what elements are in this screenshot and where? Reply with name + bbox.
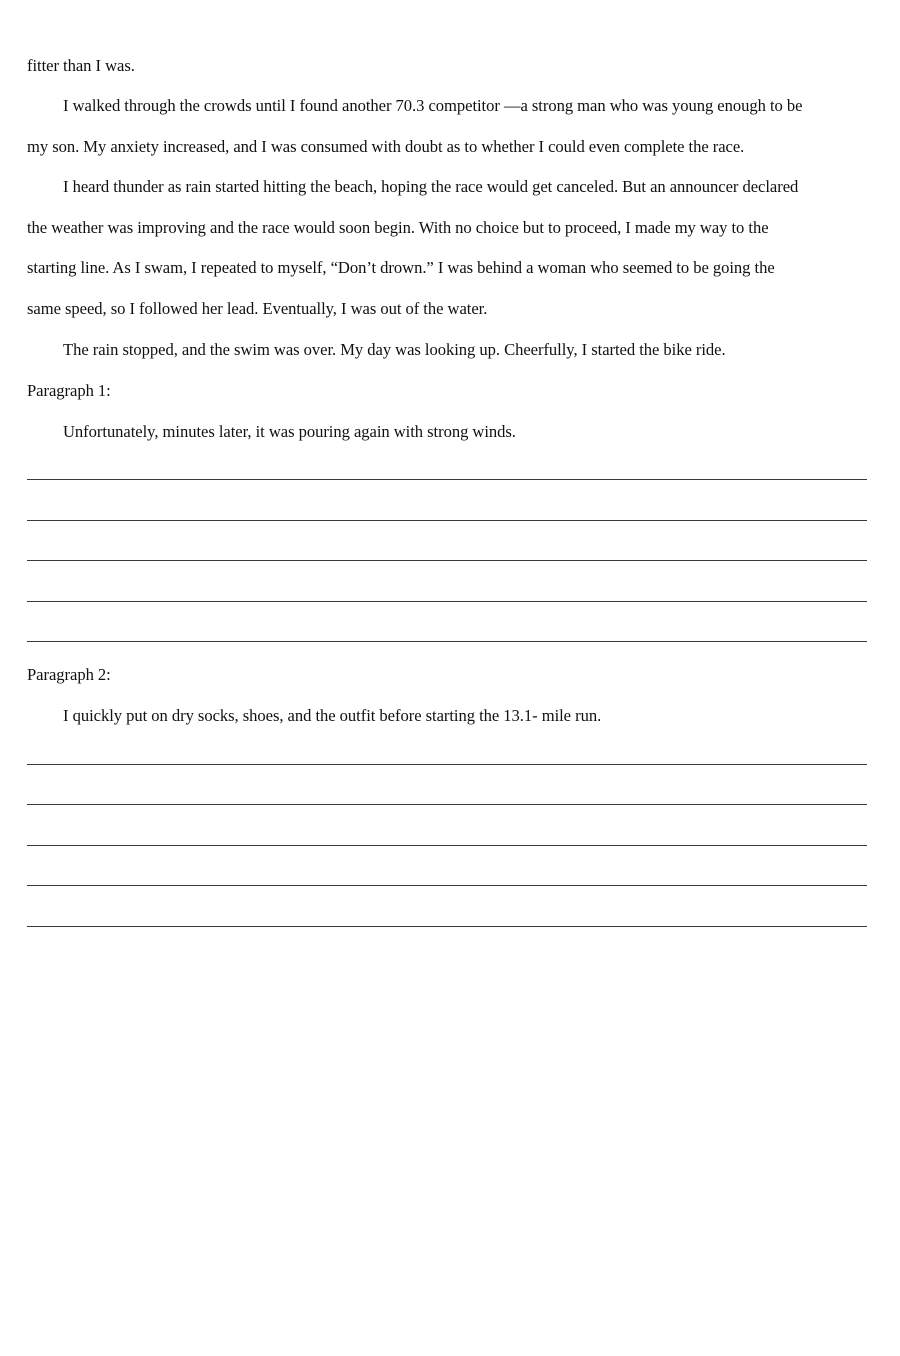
story-line: my son. My anxiety increased, and I was consumed with doubt as to whether I could even complete the race.	[27, 137, 745, 156]
story-line: The rain stopped, and the swim was over. My day was looking up. Cheerfully, I started the bike ride.	[63, 340, 726, 359]
answer-line[interactable]	[27, 560, 867, 561]
answer-line[interactable]	[27, 764, 867, 765]
story-line: fitter than I was.	[27, 56, 135, 75]
paragraph-1-label: Paragraph 1:	[27, 381, 111, 400]
paragraph-2-opening: I quickly put on dry socks, shoes, and the outfit before starting the 13.1- mile run.	[63, 706, 602, 725]
paragraph-1-opening: Unfortunately, minutes later, it was pouring again with strong winds.	[63, 422, 516, 441]
story-line: I walked through the crowds until I found another 70.3 competitor —a strong man who was young enough to be	[63, 96, 803, 115]
story-line: the weather was improving and the race would soon begin. With no choice but to proceed, I made my way to the	[27, 218, 769, 237]
answer-line[interactable]	[27, 926, 867, 927]
answer-line[interactable]	[27, 641, 867, 642]
story-line: same speed, so I followed her lead. Eventually, I was out of the water.	[27, 299, 488, 318]
answer-line[interactable]	[27, 479, 867, 480]
answer-line[interactable]	[27, 845, 867, 846]
answer-line[interactable]	[27, 804, 867, 805]
story-line: starting line. As I swam, I repeated to myself, “Don’t drown.” I was behind a woman who seemed to be going the	[27, 258, 775, 277]
paragraph-2-label: Paragraph 2:	[27, 665, 111, 684]
story-line: I heard thunder as rain started hitting the beach, hoping the race would get canceled. But an announcer declared	[63, 177, 799, 196]
answer-line[interactable]	[27, 520, 867, 521]
answer-line[interactable]	[27, 885, 867, 886]
answer-line[interactable]	[27, 601, 867, 602]
